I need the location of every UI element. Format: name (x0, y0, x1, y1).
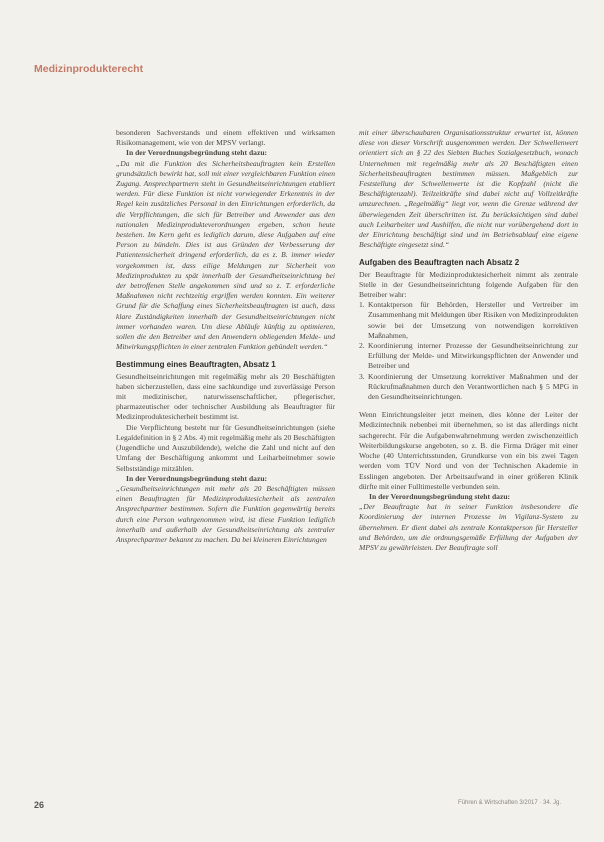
quote-intro: In der Verordnungsbegründung steht dazu: (126, 148, 268, 158)
quote-intro: In der Verordnungsbegründung steht dazu: (126, 473, 268, 483)
right-column (359, 128, 578, 553)
list-text: Kontaktperson für Behörden, Hersteller und Vertreiber im Zusammenhang mit Meldungen über Risiken von Medizinprodukten sowie bei der Umsetzung von notwendigen korrektiven Maßnahmen, (368, 300, 578, 340)
subheading: Bestimmung eines Beauftragten, Absatz 1 (116, 360, 276, 370)
quote-intro: In der Verordnungsbegründung steht dazu: (369, 491, 511, 501)
task-list (359, 300, 578, 402)
list-number: 1. (359, 300, 365, 310)
paragraph: Gesundheitseinrichtungen mit regelmäßig mehr als 20 Beschäftigten haben sicherzustellen, dass eine sachkundige und zuverlässige Person mit medizinischer, naturwissenschaftlicher, pflegerischer, pharmazeutischer oder technischer Ausbildung als Beauftragter für Medizinproduktesicherheit bestimmt ist. (116, 371, 335, 422)
section-title: Medizinprodukterecht (34, 63, 144, 75)
paragraph: Wenn Einrichtungsleiter jetzt meinen, dies könne der Leiter der Medizintechnik nebenbei mit übernehmen, so ist das allerdings nicht sachgerecht. Für die Aufgabenwahrnehmung werden zwischenzeitlich Weiterbildungskurse angeboten, so z. B. die Firma Dräger mit einer Woche (40 Unterrichtsstunden, Grundkurse von ein bis zwei Tagen werden vom TÜV Nord und von der Technischen Akademie in Esslingen angeboten. Der Arbeitsaufwand in einer größeren Klinik dürfte mit einer Fulltimestelle verbunden sein. (359, 410, 578, 491)
left-column (116, 128, 335, 545)
paragraph: Der Beauftragte für Medizinproduktesicherheit nimmt als zentrale Stelle in der Gesundheitseinrichtung folgende Aufgaben für den Betreiber wahr: (359, 269, 578, 300)
list-text: Koordinierung interner Prozesse der Gesundheitseinrichtung zur Erfüllung der Melde- und Mitwirkungspflichten der Anwender und Betreiber und (368, 341, 578, 371)
quote-text: „Gesundheitseinrichtungen mit mehr als 20 Beschäftigten müssen einen Beauftragten für Medizinproduktesicherheit als zentralen Ansprechpartner bestimmen. Sofern die Funktion gegenwärtig bereits durch eine Person wahrgenommen wird, ist diese Funktion lediglich innerhalb und außerhalb der Gesundheitseinrichtung als zentraler Ansprechpartner bekannt zu machen. Da bei kleineren Einrichtungen (116, 483, 335, 544)
list-item (359, 300, 578, 341)
list-text: Koordinierung der Umsetzung korrektiver Maßnahmen und der Rückrufmaßnahmen durch den Verantwortlichen nach § 5 MPG in den Gesundheitseinrichtungen. (368, 371, 578, 402)
subheading: Aufgaben des Beauftragten nach Absatz 2 (359, 258, 520, 268)
paragraph: Die Verpflichtung besteht nur für Gesundheitseinrichtungen (siehe Legaldefinition in § 2 Abs. 4) mit regelmäßig mehr als 20 Beschäftigten (Jugendliche und Auszubildende), welche die Zahl und nicht auf den Umfang der Beschäftigung ankommt und Leiharbeitnehmer sowie Selbstständige mitzählen. (116, 422, 335, 473)
quote-text: „Der Beauftragte hat in seiner Funktion insbesondere die Koordinierung der internen Prozesse im Vigilanz-System zu übernehmen. Er dient dabei als zentrale Kontaktperson für Hersteller und Behörden, um die ordnungsgemäße Erfüllung der Aufgaben der MPSV zu gewährleisten. Der Beauftragte soll (359, 502, 578, 552)
paragraph: besonderen Sachverstands und einem effektiven und wirksamen Risikomanagement, wie von der MPSV verlangt. (116, 128, 335, 148)
quote-text: mit einer überschaubaren Organisationsstruktur erwartet ist, können diese von dieser Vorschrift ausgenommen werden. Der Schwellenwert orientiert sich an § 22 des Siebten Buches Sozialgesetzbuch, wonach Unternehmen mit regelmäßig mehr als 20 Beschäftigten einen Sicherheitsbeauftragten bestimmen müssen. Maßgeblich zur Feststellung der Schwellenwerte ist die Kopfzahl (nicht die Beschäftigtenzahl). Teilzeitkräfte sind dabei nicht auf Vollzeitkräfte umzurechnen. „Regelmäßig“ liegt vor, wenn die Grenze während der überwiegenden Zeit überschritten ist. Zu berücksichtigen sind dabei auch Leiharbeiter und Aushilfen, die nicht nur vorübergehend dort in der Einrichtung beschäftigt sind und im Betriebsablauf eine eigene Beschäftigte eingesetzt sind.“ (359, 128, 578, 250)
list-item (359, 372, 578, 403)
list-item (359, 341, 578, 372)
page-number: 26 (34, 800, 45, 810)
journal-reference: Führen & Wirtschaften 3/2017 · 34. Jg. (458, 800, 562, 806)
list-number: 3. (359, 371, 365, 381)
list-number: 2. (359, 341, 365, 351)
quote-text: „Da mit die Funktion des Sicherheitsbeauftragten kein Erstellen grundsätzlich bewirkt hat, soll mit einer vergleichbaren Funktion einen Zugang. Ansprechpartnern steht in Gesundheitseinrichtungen etabliert werden. Für diese Funktion ist nicht vorwiegender Erkenntnis in der Regel kein zusätzliches Personal in den Einrichtungen erforderlich, da die Verpflichtungen, die sich für Betreiber und Anwender aus den nationalen Medizinprodukteverordnungen ergeben, schon heute bestehen. Im Kern geht es lediglich darum, diese Aufgaben auf eine Person zu bündeln. Dies ist aus Gründen der Verbesserung der Patientensicherheit dringend erforderlich, da es z. B. immer wieder vorgekommen ist, dass eilige Meldungen zur Sicherheit von Medizinprodukten zu spät innerhalb der Gesundheitseinrichtung bei der betroffenen Stelle angekommen sind und so z. T. erforderliche Maßnahmen nicht rechtzeitig ergriffen werden konnten. Ein weiterer Grund für die Schaffung eines Sicherheitsbeauftragten ist auch, dass klare Zuständigkeiten innerhalb der Gesundheitseinrichtungen nicht immer vorhanden waren. Um diese Abläufe künftig zu optimieren, sollen die den Betreiber und den Anwendern obliegenden Melde- und Mitwirkungspflichten in einer zentralen Funktion gebündelt werden.“ (116, 158, 335, 352)
